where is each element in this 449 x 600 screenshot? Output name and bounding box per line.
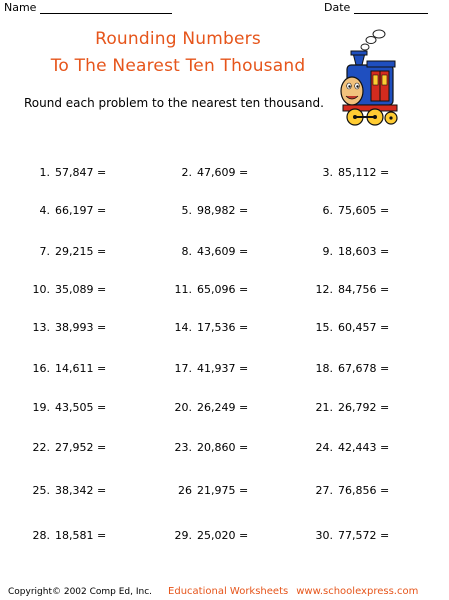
problem-item	[28, 204, 106, 217]
problem-expression: 76,856 =	[338, 484, 390, 497]
problem-item	[170, 441, 248, 454]
problem-expression: 42,443 =	[338, 441, 390, 454]
problem-item	[170, 166, 248, 179]
problem-number: 2.	[181, 166, 192, 179]
problem-number: 12.	[315, 283, 333, 296]
problem-number: 26	[178, 484, 192, 497]
problem-number: 15.	[315, 321, 333, 334]
problem-expression: 18,581 =	[55, 529, 107, 542]
problem-item	[170, 283, 248, 296]
problem-item	[311, 166, 389, 179]
problem-expression: 85,112 =	[338, 166, 390, 179]
problem-item	[28, 362, 106, 375]
problem-number: 4.	[39, 204, 50, 217]
name-label: Name	[4, 1, 37, 14]
problem-expression: 84,756 =	[338, 283, 390, 296]
problem-number: 6.	[322, 204, 333, 217]
problem-number: 25.	[32, 484, 50, 497]
problem-item	[28, 401, 106, 414]
problem-item	[311, 529, 389, 542]
problem-number: 23.	[174, 441, 192, 454]
title-line-2: To The Nearest Ten Thousand	[50, 56, 306, 76]
problem-expression: 29,215 =	[55, 245, 107, 258]
problem-item	[28, 283, 106, 296]
problem-expression: 43,505 =	[55, 401, 107, 414]
problem-expression: 38,993 =	[55, 321, 107, 334]
copyright-text: Copyright© 2002 Comp Ed, Inc.	[8, 587, 153, 597]
problem-item	[28, 245, 106, 258]
problem-number: 1.	[39, 166, 50, 179]
problem-item	[311, 204, 389, 217]
problem-expression: 35,089 =	[55, 283, 107, 296]
problem-item	[170, 401, 248, 414]
problem-expression: 21,975 =	[197, 484, 249, 497]
problem-item	[28, 321, 106, 334]
problem-number: 16.	[32, 362, 50, 375]
problem-item	[28, 166, 106, 179]
problem-expression: 18,603 =	[338, 245, 390, 258]
problem-number: 10.	[32, 283, 50, 296]
problem-number: 9.	[322, 245, 333, 258]
problem-item	[28, 484, 106, 497]
problem-item	[170, 204, 248, 217]
problem-item	[170, 245, 248, 258]
problem-expression: 77,572 =	[338, 529, 390, 542]
problem-number: 7.	[39, 245, 50, 258]
problem-expression: 47,609 =	[197, 166, 249, 179]
problem-item	[311, 283, 389, 296]
problem-number: 22.	[32, 441, 50, 454]
date-field	[324, 1, 428, 14]
problem-item	[170, 484, 248, 497]
problem-number: 11.	[174, 283, 192, 296]
problem-item	[311, 321, 389, 334]
problem-number: 21.	[315, 401, 333, 414]
problem-expression: 41,937 =	[197, 362, 249, 375]
problem-number: 5.	[181, 204, 192, 217]
problem-number: 8.	[181, 245, 192, 258]
problem-number: 20.	[174, 401, 192, 414]
problem-expression: 20,860 =	[197, 441, 249, 454]
footer-brand: Educational Worksheets	[168, 586, 289, 597]
problem-expression: 38,342 =	[55, 484, 107, 497]
problem-expression: 43,609 =	[197, 245, 249, 258]
problem-number: 28.	[32, 529, 50, 542]
problem-number: 24.	[315, 441, 333, 454]
name-blank-line[interactable]	[40, 3, 172, 14]
problem-item	[311, 401, 389, 414]
problem-item	[311, 484, 389, 497]
problem-number: 19.	[32, 401, 50, 414]
instructions-text: Round each problem to the nearest ten thousand.	[24, 96, 324, 110]
problem-expression: 57,847 =	[55, 166, 107, 179]
problem-item	[170, 529, 248, 542]
problem-expression: 26,792 =	[338, 401, 390, 414]
problem-expression: 67,678 =	[338, 362, 390, 375]
date-label: Date	[324, 1, 351, 14]
problem-item	[311, 441, 389, 454]
date-blank-line[interactable]	[354, 3, 428, 14]
problem-number: 27.	[315, 484, 333, 497]
problem-number: 17.	[174, 362, 192, 375]
problem-item	[170, 321, 248, 334]
problem-number: 3.	[322, 166, 333, 179]
problem-number: 30.	[315, 529, 333, 542]
name-field	[4, 1, 172, 14]
problem-number: 13.	[32, 321, 50, 334]
problem-expression: 65,096 =	[197, 283, 249, 296]
problem-item	[311, 245, 389, 258]
problem-expression: 98,982 =	[197, 204, 249, 217]
problem-item	[170, 362, 248, 375]
problem-item	[311, 362, 389, 375]
problem-expression: 17,536 =	[197, 321, 249, 334]
problem-item	[28, 441, 106, 454]
problem-expression: 66,197 =	[55, 204, 107, 217]
problem-expression: 60,457 =	[338, 321, 390, 334]
problem-number: 18.	[315, 362, 333, 375]
problem-number: 29.	[174, 529, 192, 542]
problem-item	[28, 529, 106, 542]
problem-expression: 26,249 =	[197, 401, 249, 414]
problem-expression: 75,605 =	[338, 204, 390, 217]
footer	[8, 586, 418, 597]
footer-website-link[interactable]: www.schoolexpress.com	[296, 586, 419, 597]
problem-expression: 25,020 =	[197, 529, 249, 542]
problem-number: 14.	[174, 321, 192, 334]
train-engine-icon	[333, 27, 405, 129]
problem-expression: 27,952 =	[55, 441, 107, 454]
problem-expression: 14,611 =	[55, 362, 107, 375]
title-line-1: Rounding Numbers	[95, 29, 261, 49]
